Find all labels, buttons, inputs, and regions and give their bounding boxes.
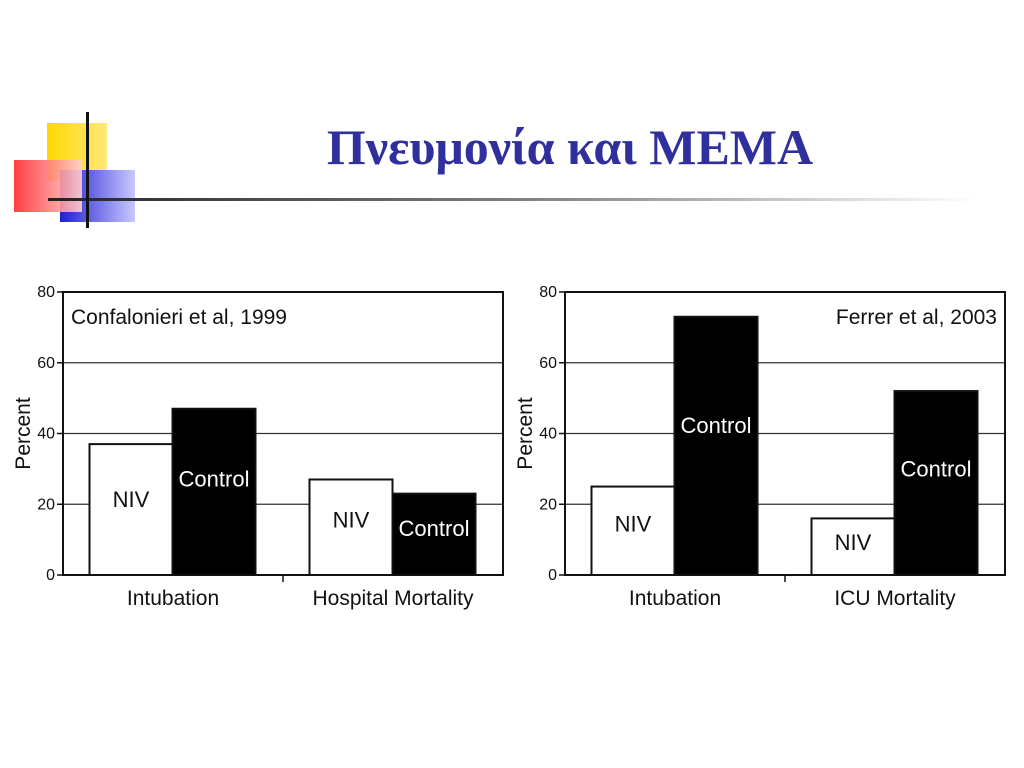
page-title: Πνευμονία και ΜΕΜΑ xyxy=(326,119,814,175)
bar-control-intubation xyxy=(675,317,758,575)
y-tick-label: 20 xyxy=(539,496,557,514)
bar-label: NIV xyxy=(332,507,370,533)
bar-control-icu-mortality xyxy=(895,391,978,575)
y-tick-label: 0 xyxy=(46,567,55,584)
bar-label: Control xyxy=(680,413,752,439)
chart-confalonieri xyxy=(8,280,508,625)
bar-label: Control xyxy=(398,515,470,541)
category-label: Intubation xyxy=(628,587,722,610)
bar-label: Control xyxy=(900,456,972,482)
deco-vertical-line xyxy=(86,112,89,228)
chart-2-svg xyxy=(510,280,1010,625)
deco-red-square xyxy=(14,160,82,212)
y-tick-label: 60 xyxy=(37,354,55,372)
y-tick-label: 0 xyxy=(548,567,557,584)
category-label: ICU Mortality xyxy=(834,587,956,610)
y-axis-label: Percent xyxy=(514,397,537,470)
y-tick-label: 80 xyxy=(539,284,557,301)
y-tick-label: 40 xyxy=(539,425,557,443)
y-tick-label: 20 xyxy=(37,496,55,514)
y-tick-label: 60 xyxy=(539,354,557,372)
chart-annotation: Confalonieri et al, 1999 xyxy=(71,306,287,329)
chart-annotation: Ferrer et al, 2003 xyxy=(835,306,997,329)
bar-label: NIV xyxy=(112,487,150,513)
bar-control-intubation xyxy=(173,409,256,575)
category-label: Intubation xyxy=(126,587,220,610)
chart-1-svg xyxy=(8,280,508,625)
bar-label: NIV xyxy=(834,530,872,556)
bar-label: NIV xyxy=(614,511,652,537)
category-label: Hospital Mortality xyxy=(312,587,474,610)
deco-horizontal-line xyxy=(48,198,978,201)
y-axis-label: Percent xyxy=(12,397,35,470)
chart-ferrer xyxy=(510,280,1010,625)
bar-label: Control xyxy=(178,466,250,492)
y-tick-label: 80 xyxy=(37,284,55,301)
y-tick-label: 40 xyxy=(37,425,55,443)
